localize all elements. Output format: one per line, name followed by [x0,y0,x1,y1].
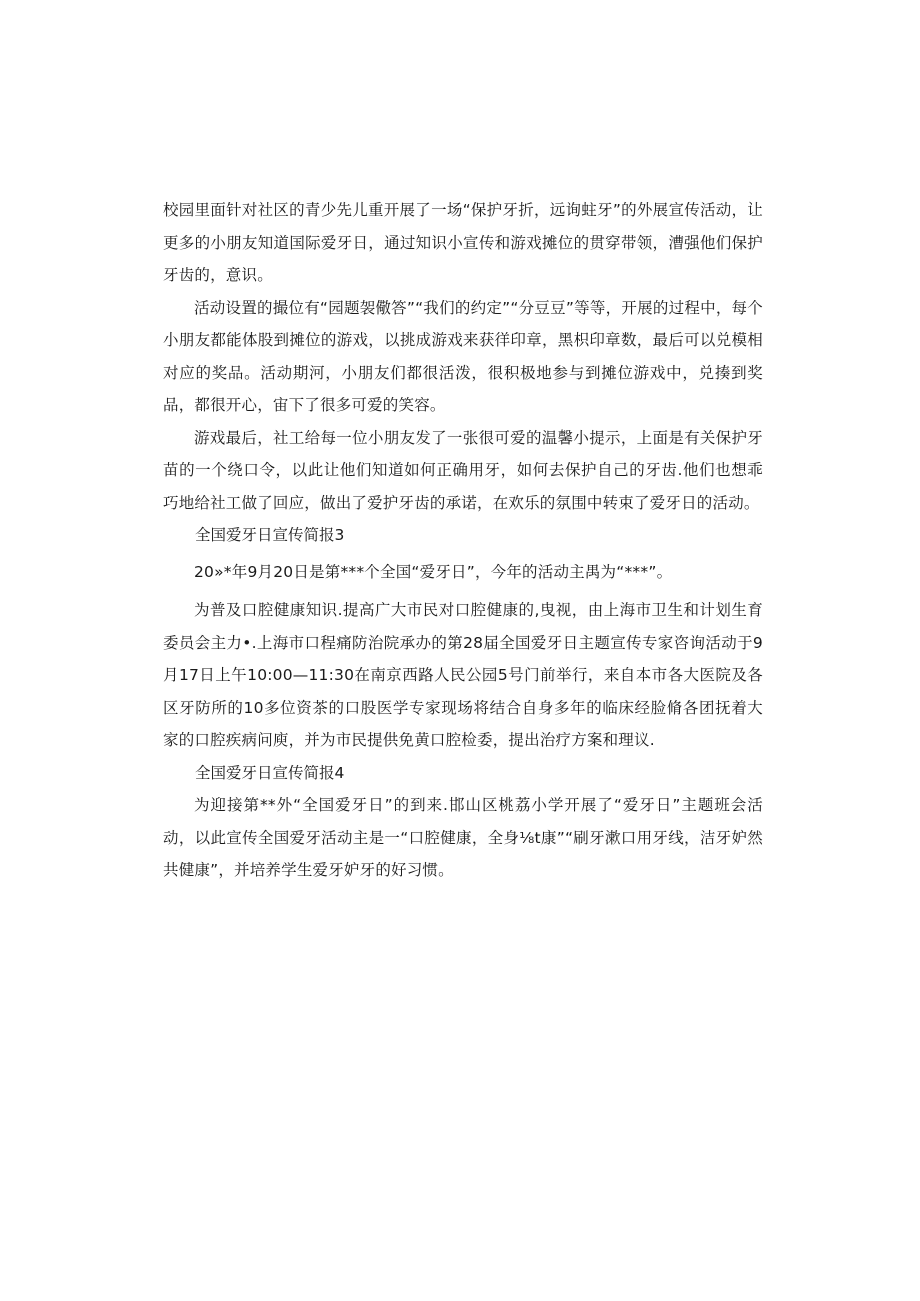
document-body [163,194,763,887]
paragraph-school-class-meeting: 为迎接第**外“全国爱牙日”的到来.邯山区桃荔小学开展了“爱牙日”主题班会活动，以此宣传全国爱牙活动主是一“口腔健康，全身⅛t康”“刷牙漱口用牙线，洁牙妒然共健康”，并培养学生爱牙妒牙的好习惯。 [163,796,763,879]
section-heading-3: 全国爱牙日宣传简报3 [195,526,345,544]
paragraph-date-theme: 20»*年9月20日是第***个全国“爱牙日”，今年的活动主禺为“***”。 [194,562,673,581]
section-heading-4: 全国爱牙日宣传简报4 [195,763,345,782]
paragraph-game-ending: 游戏最后，社工给每一位小朋友发了一张很可爱的温馨小提示，上面是有关保护牙苗的一个绕口令，以此让他们知道如何正确用牙，如何去保护自己的牙齿.他们也想乖巧地给社工做了回应，做出了爱护牙齿的承诺，在欢乐的氛围中转束了爱牙日的活动。 [163,428,763,512]
paragraph-consultation-event: 为普及口腔健康知识.提高广大市民对口腔健康的,曳视，由上海市卫生和计划生育委员会主力•.上海市口程痛防治院承办的第28届全国爱牙日主题宣传专家咨询活动于9月17日上午10:00—11:30在南京西路人民公园5号门前举行，来自本市各大医院及各区牙防所的10多位资茶的口股医学专家现场将结合自身多年的临床经脸脩各团抚着大家的口腔疾病问庾，并为市民提供免黄口腔检委，提出治疗方案和理议. [163,601,763,749]
paragraph-campus-activity: 校园里面针对社区的青少先儿重开展了一场“保护牙折，远询蛀牙”的外展宣传活动，让更多的小朋友知道国际爱牙日，通过知识小宣传和游戏摊位的贯穿带领，漕强他们保护牙齿的，意识。 [163,201,763,284]
paragraph-booth-setup: 活动设置的撮位有“园题袈儆答”“我们的约定”“分豆豆”等等，开展的过程中，每个小朋友都能体股到摊位的游戏，以挑成游戏来获徉印章，黑枳印章数，最后可以兑模相对应的奖品。活动期河，小朋友们都很活泼，很积极地参与到摊位游戏中，兑揍到奖品，都很开心，宙下了很多可爱的笑容。 [163,298,763,414]
